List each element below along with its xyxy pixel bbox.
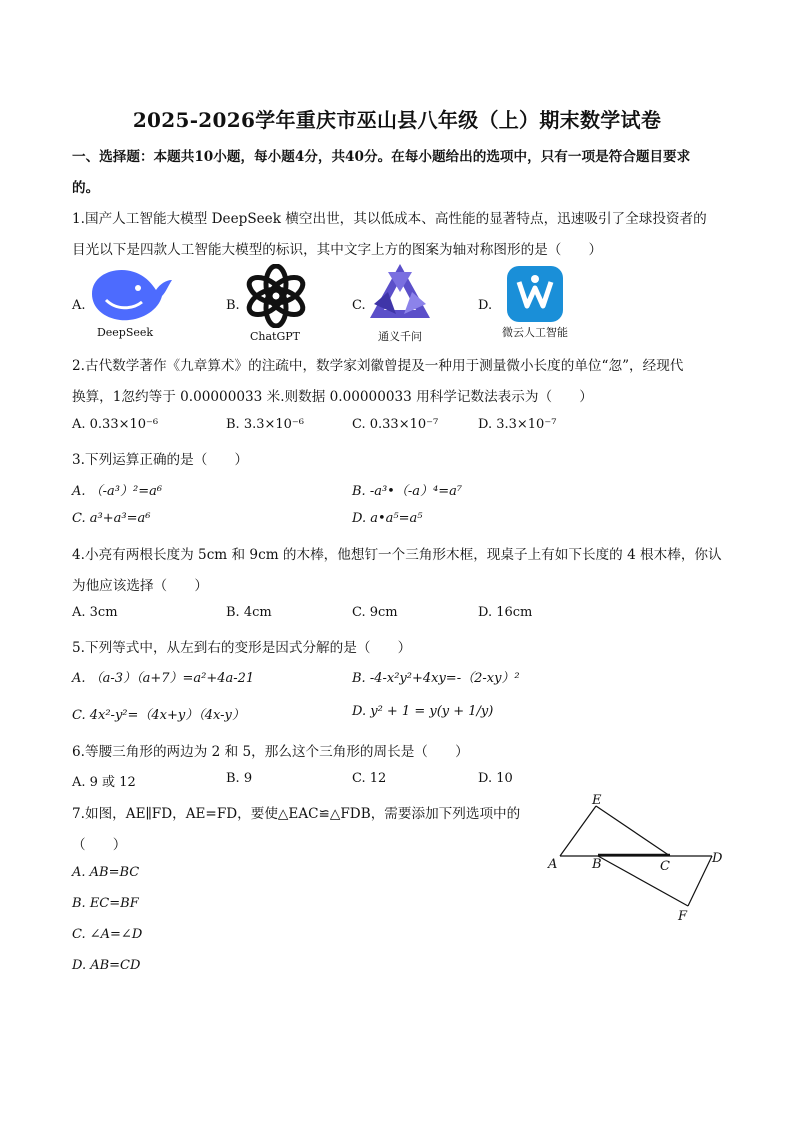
q2-option-b: B. 3.3×10⁻⁶	[226, 417, 304, 432]
q4-option-d: D. 16cm	[478, 605, 533, 620]
q2-option-c: C. 0.33×10⁻⁷	[352, 417, 439, 432]
q5-option-b: B. -4-x²y²+4xy=-（2-xy）²	[352, 671, 520, 686]
q6-option-a: A. 9 或 12	[72, 775, 136, 790]
segment-ae	[560, 806, 596, 856]
segment-ec	[596, 806, 670, 856]
page-title: 2025-2026学年重庆市巫山县八年级（上）期末数学试卷	[132, 108, 662, 132]
q1-option-a-caption: DeepSeek	[96, 326, 154, 339]
q5-option-a: A. （a-3）（a+7）=a²+4a-21	[72, 671, 255, 686]
deepseek-whale-icon	[86, 264, 174, 324]
chatgpt-knot-icon	[244, 264, 308, 328]
label-c: C	[660, 859, 670, 874]
label-a: A	[548, 857, 558, 872]
q3-option-a: A. （-a³）²=a⁶	[72, 484, 163, 499]
q5-option-c: C. 4x²-y²=（4x+y）（4x-y）	[72, 708, 245, 723]
q5-stem-line1: 5.下列等式中，从左到右的变形是因式分解的是（ ）	[72, 640, 412, 656]
q2-stem-line2: 换算，1忽约等于 0.00000033 米.则数据 0.00000033 用科学记数法表示为（ ）	[72, 389, 593, 405]
q1-option-a-letter: A.	[72, 298, 86, 313]
q1-stem-line1: 1.国产人工智能大模型 DeepSeek 横空出世，其以低成本、高性能的显著特点，迅速吸引了全球投资者的	[72, 211, 707, 227]
q6-stem-line1: 6.等腰三角形的两边为 2 和 5，那么这个三角形的周长是（ ）	[72, 744, 469, 760]
q6-option-c: C. 12	[352, 771, 387, 786]
section-instruction-line1: 一、选择题：本题共10小题，每小题4分，共40分。在每小题给出的选项中，只有一项是符合题目要求	[72, 149, 691, 165]
segment-fb	[598, 856, 688, 906]
q4-option-b: B. 4cm	[226, 605, 272, 620]
label-d: D	[712, 851, 723, 866]
label-e: E	[592, 794, 602, 808]
section-instruction-line2: 的。	[72, 180, 100, 196]
q1-option-d-letter: D.	[478, 298, 493, 313]
q2-stem-line1: 2.古代数学著作《九章算术》的注疏中，数学家刘徽曾提及一种用于测量微小长度的单位“忽”，经现代	[72, 358, 684, 374]
segment-df	[688, 856, 712, 906]
q7-option-a: A. AB=BC	[72, 865, 140, 880]
q1-option-c-caption: 通义千问	[378, 330, 422, 343]
label-f: F	[678, 909, 688, 924]
q6-option-b: B. 9	[226, 771, 253, 786]
q3-option-d: D. a•a⁵=a⁵	[352, 511, 423, 526]
q2-option-a: A. 0.33×10⁻⁶	[72, 417, 159, 432]
q7-option-c: C. ∠A=∠D	[72, 927, 143, 942]
q2-option-d: D. 3.3×10⁻⁷	[478, 417, 557, 432]
q7-option-b: B. EC=BF	[72, 896, 139, 911]
q3-stem-line1: 3.下列运算正确的是（ ）	[72, 452, 249, 468]
q4-option-c: C. 9cm	[352, 605, 398, 620]
q1-stem-line2: 目光以下是四款人工智能大模型的标识，其中文字上方的图案为轴对称图形的是（ ）	[72, 242, 603, 258]
q1-option-b-letter: B.	[226, 298, 240, 313]
q7-stem-line2: （ ）	[72, 837, 127, 853]
q5-option-d: D. y² + 1 = y(y + 1/y)	[352, 704, 494, 719]
q1-option-d-caption: 微云人工智能	[502, 326, 568, 339]
tongyi-triangle-icon	[368, 262, 432, 324]
q4-option-a: A. 3cm	[72, 605, 118, 620]
q4-stem-line2: 为他应该选择（ ）	[72, 578, 208, 594]
label-b: B	[592, 857, 602, 872]
q1-logo-options	[0, 262, 794, 348]
q7-stem-line1: 7.如图，AE∥FD，AE=FD，要使△EAC≌△FDB，需要添加下列选项中的	[72, 806, 521, 822]
q7-option-d: D. AB=CD	[72, 958, 141, 973]
q3-option-b: B. -a³•（-a）⁴=a⁷	[352, 484, 463, 499]
weiyun-w-icon	[507, 266, 563, 322]
q1-option-b-caption: ChatGPT	[249, 330, 300, 343]
q7-geometry-figure	[540, 794, 730, 924]
q4-stem-line1: 4.小亮有两根长度为 5cm 和 9cm 的木棒，他想钉一个三角形木框，现桌子上有如下长度的 4 根木棒，你认	[72, 547, 722, 563]
q6-option-d: D. 10	[478, 771, 513, 786]
q3-option-c: C. a³+a³=a⁶	[72, 511, 151, 526]
q1-option-c-letter: C.	[352, 298, 366, 313]
